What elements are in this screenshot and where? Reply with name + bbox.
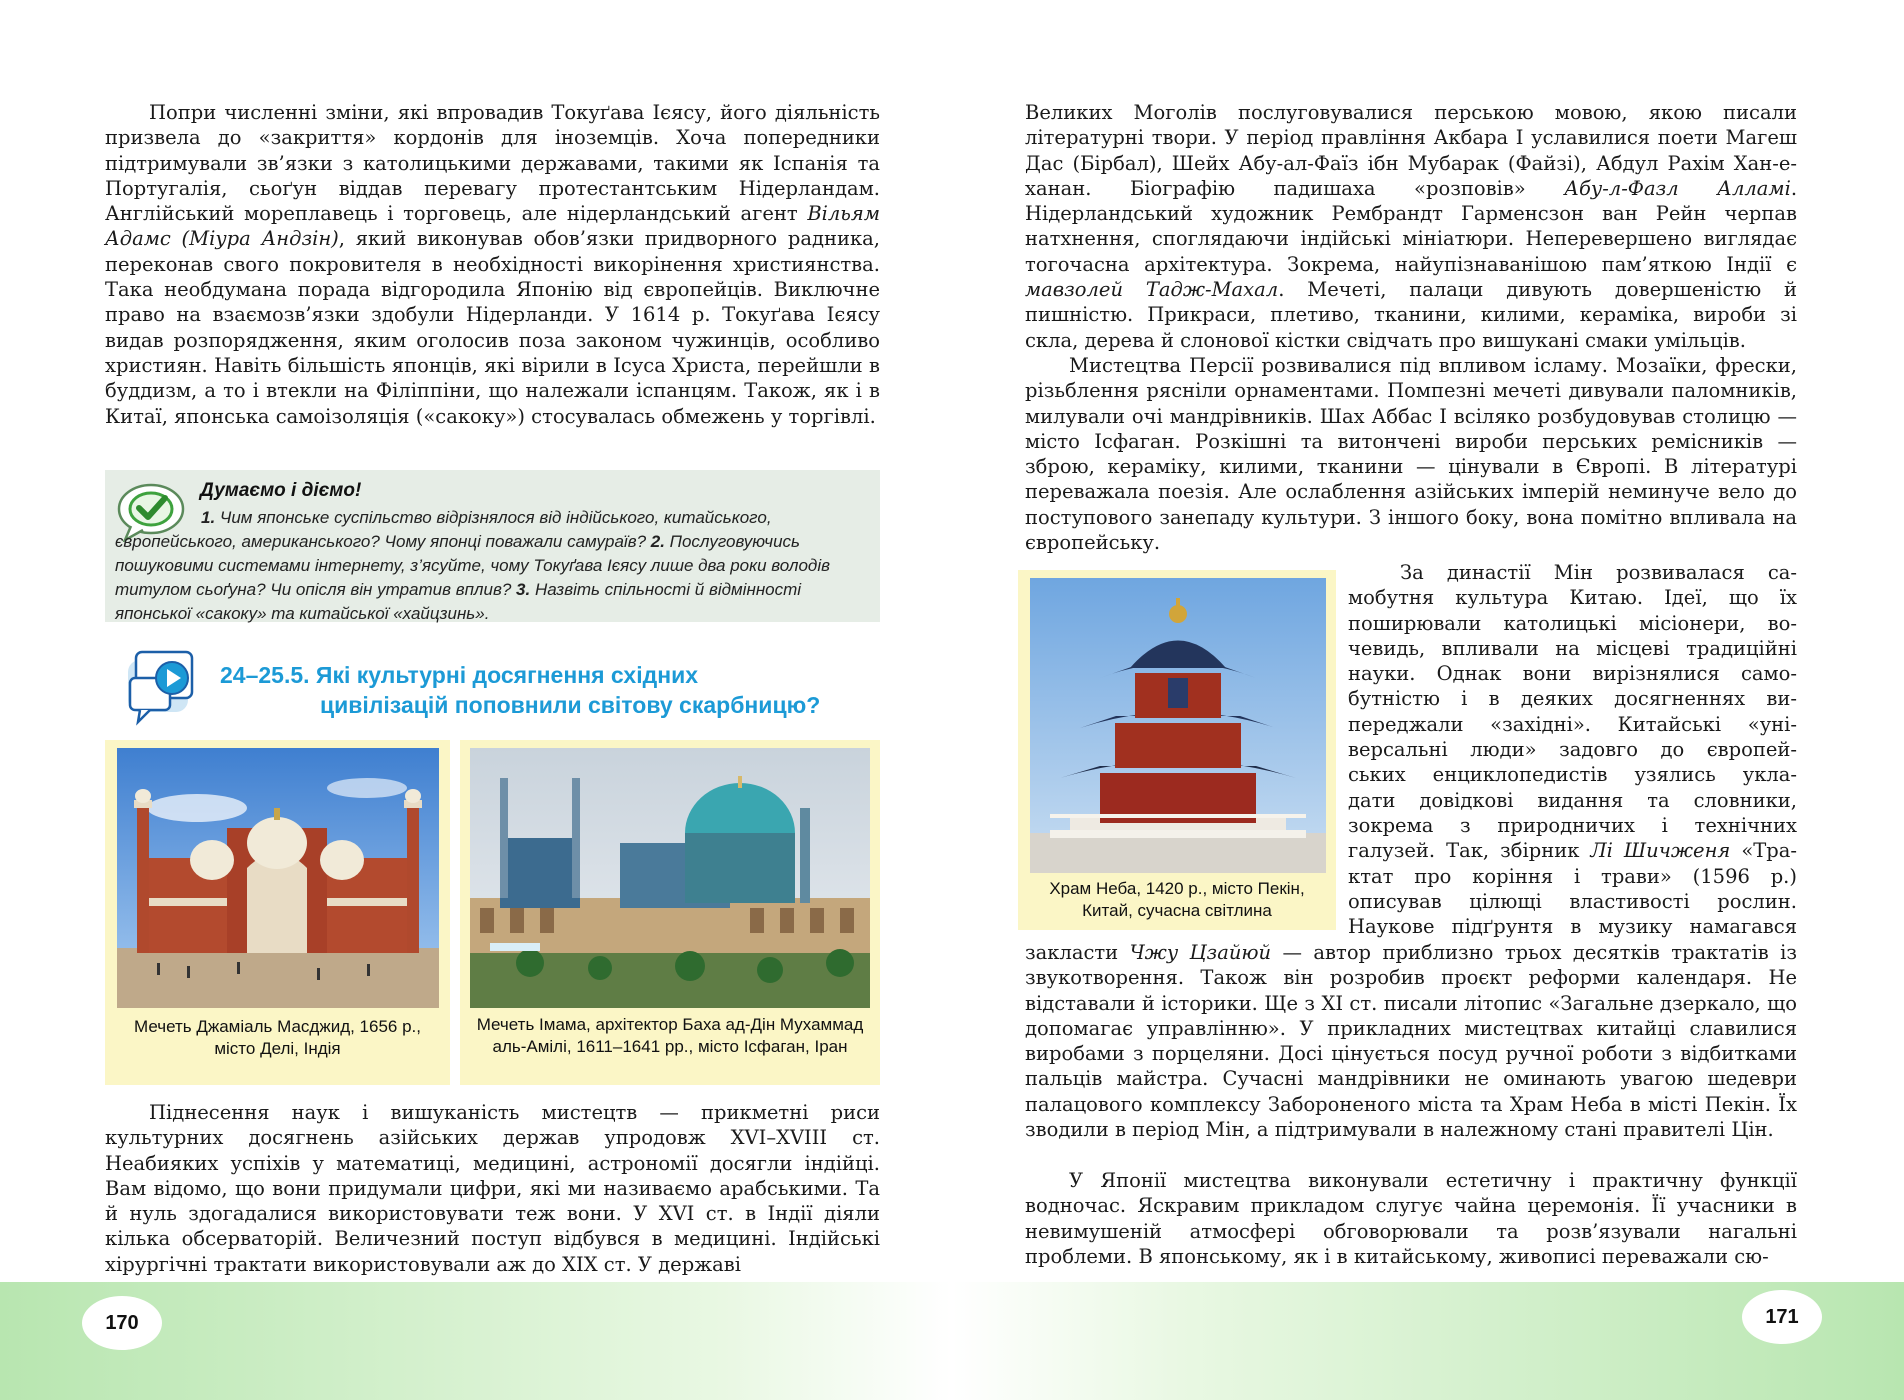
think-box-questions: 1. Чим японське суспільство відрізнялося від індійського, китайського, європейського, американського? Чому японці поважали самураїв? 2. Послуговуючись пошуковими системами інтернету, з’ясуйте, чому Токуґава Ієясу лише два роки володів титулом сьоґуна? Чи опісля він утратив вплив? 3. Назвіть спільності й відмінності японської «сакоку» та китайської «хайцзинь». bbox=[115, 508, 830, 623]
section-title: 24–25.5. Які культурні досягнення східних цивілізацій поповнили світову скарбницю? bbox=[220, 662, 821, 718]
page-number-right: 171 bbox=[1742, 1290, 1822, 1344]
figure-caption: Храм Неба, 1420 р., місто Пекін, Китай, сучасна світлина bbox=[1049, 879, 1305, 920]
temple-of-heaven-photo bbox=[1030, 578, 1326, 873]
figure-caption: Мечеть Джаміаль Масджид, 1656 р., місто Делі, Індія bbox=[133, 1017, 422, 1058]
left-paragraph-1: Попри численні зміни, які впровадив Токуґава Ієясу, його діяльність призвела до «закриття» кордонів для іноземців. Хоча попередники підтримували зв’язки з католицькими державами, такими як Іспанія та Португалія, сьоґун віддав перевагу протестантським Нідерландам. Англійський мореплавець і торговець, але нідерландський агент Вільям Адамс (Міура Андзін), який виконував обов’язки придворного радника, переконав свого покровителя в необхідності викорінення християнства. Така необдумана порада відгородила Японію від європейців. Виключне право на взаємозв’язки здобули Нідерланди. У 1614 р. Токуґава Ієясу видав розпорядження, яким оголосив поза законом чужинців, особливо християн. Навіть більшість японців, які вірили в Ісуса Христа, перейшли в буддизм, а то і втекли на Філіппіни, що належали іспанцям. Також, як і в Китаї, японська самоізоляція («сакоку») стосувалась обмежень у торгівлі. bbox=[105, 101, 880, 428]
right-paragraph-3-continued: закласти Чжу Цзайюй — автор приблизно трьох десятків трактатів із звукотворення. Також він розробив проєкт реформи календаря. Не відставали й історики. Ще з XI ст. писали літопис «Загальне дзеркало, що допомагає управлінню». У прикладних мистецтвах китайці славилися виробами з порцеляни. Досі цінується посуд ручної роботи з відбитками пальців майстра. Сучасні мандрівники не оминають увагою шедеври палацового комплексу Забороненого міста та Храм Неба в місті Пекін. Їх зводили в період Мін, а підтримували в належному стані правителі Цін. bbox=[1025, 941, 1798, 1142]
right-paragraph-2: Мистецтва Персії розвивалися під впливом ісламу. Мозаїки, фрески, різьблення рясніли орнаментами. Помпезні мечеті дивували паломників, милували очі мандрівників. Шах Аббас І всіляко розбудовував столицю — місто Ісфаган. Розкішні та витончені вироби перських ремісників — зброю, кераміку, килими, тканини — цінували в Європі. В літературі переважала поезія. Але ослаблення азійських імперій неминуче вело до поступового занепаду культури. З іншого боку, вона помітно впливала на європейську. bbox=[1025, 354, 1797, 555]
right-paragraph-4: У Японії мистецтва виконували естетичну і практичну функції водночас. Яскравим прикладом слугує чайна церемонія. Її учасники в невимушеній атмосфері обговорювали та розв’язували нагальні проблеми. В японському, як і в китайському, живописі переважали сю- bbox=[1025, 1169, 1797, 1268]
figure-caption: Мечеть Імама, архітектор Баха ад-Дін Мухаммад аль-Амілі, 1611–1641 рр., місто Ісфаган, Іран bbox=[476, 1015, 864, 1056]
left-paragraph-2: Піднесення наук і вишуканість мистецтв — прикметні риси культурних досягнень азійських держав упродовж XVI–XVIII ст. Неабияких успіхів у математиці, медицині, астрономії досягли індійці. Вам відомо, що вони придумали цифри, які ми називаємо арабськими. Та й нуль здогадалися використовувати теж вони. У XVI ст. в Індії діяли кілька обсерваторій. Величезний поступ відбувся в медицині. Індійські хірургічні трактати використовували аж до XIX ст. У державі bbox=[105, 1101, 880, 1276]
right-paragraph-1: Великих Моголів послуговувалися перською мовою, якою писали літературні твори. У період правління Акбара І уславилися поети Магеш Дас (Бірбал), Шейх Абу-ал-Фаїз ібн Мубарак (Файзі), Абдул Рахім Хан-е-ханан. Біографію падишаха «розповів» Абу-л-Фазл Алламі. Нідерландський художник Рембрандт Гарменсзон ван Рейн черпав натхнення, споглядаючи індійські мініатюри. Неперевершено виглядає тогочасна архітектура. Зокрема, найупізнаванішою пам’яткою Індії є мавзолей Тадж-Махал. Мечеті, палаци дивують довершеністю й пишністю. Прикраси, плетиво, тканини, килими, кераміка, вироби зі скла, дерева й слонової кістки свідчать про вишукані смаки умільців. bbox=[1025, 101, 1798, 352]
page-number-left: 170 bbox=[82, 1296, 162, 1350]
right-paragraph-3-wrapped: За династії Мін розвивалася са- мобутня культура Китаю. Ідеї, що їх поширювали католицькі місіонери, во- чевидь, впливали на місцеві традиційні науки. Однак вони вирізнялися само- бутністю і в деяких досягненнях ви- переджали «західні». Китайські «уні- версальні люди» задовго до європей- ських енциклопедистів узялись укла- дати довідкові видання та словники, зокрема з природничих і технічних галузей. Так, збірник Лі Шичженя «Тра- ктат про коріння і трави» (1596 р.) описував цілющі властивості рослин. Наукове підґрунтя в музику намагався bbox=[1348, 561, 1797, 939]
figure-temple-of-heaven bbox=[1018, 570, 1336, 930]
think-box-title: Думаємо і діємо! bbox=[200, 480, 362, 501]
